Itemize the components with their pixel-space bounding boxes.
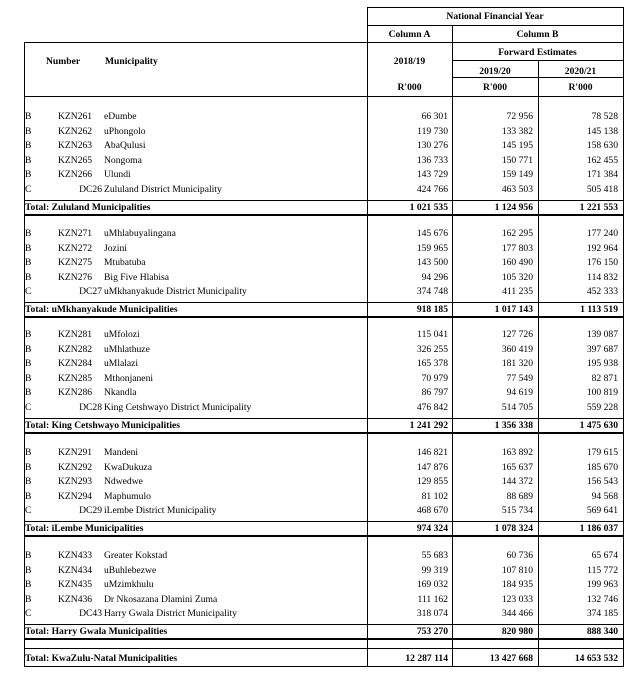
- value-2019-20: 162 295: [501, 228, 533, 239]
- category-cell: B: [25, 461, 32, 473]
- municipality-code: KZN271: [58, 228, 93, 239]
- value-2019-20: 184 935: [501, 579, 533, 591]
- value-2019-20: 127 726: [501, 329, 533, 340]
- value-2019-20: 150 771: [501, 154, 533, 166]
- total-rule: [24, 302, 624, 303]
- category-cell: B: [25, 476, 32, 488]
- municipality-name: Nkandla: [104, 387, 137, 399]
- category-cell: B: [25, 242, 32, 254]
- table-bottom-rule: [24, 666, 624, 667]
- value-2019-20: 344 466: [501, 608, 533, 620]
- value-2019-20: 160 490: [501, 257, 533, 269]
- municipality-name: Ndwedwe: [104, 476, 143, 488]
- value-2018-19: 94 296: [421, 271, 448, 283]
- table-right-border: [623, 7, 624, 667]
- total-underline: [24, 535, 624, 537]
- group-total-2018-19: 1 241 292: [409, 419, 448, 431]
- municipality-name: KwaDukuza: [104, 461, 152, 473]
- total-underline: [24, 432, 624, 434]
- value-2020-21: 156 543: [586, 476, 618, 488]
- municipality-name: uMhlabuyalingana: [104, 228, 176, 239]
- municipality-code: KZN433: [58, 550, 93, 561]
- municipality-code: KZN262: [58, 125, 93, 137]
- municipality-code: KZN276: [58, 271, 93, 283]
- municipality-code: KZN261: [58, 111, 93, 122]
- group-total-2019-20: 1 078 324: [494, 523, 533, 534]
- group-total-2019-20: 820 980: [501, 626, 533, 637]
- value-2018-19: 468 670: [416, 505, 448, 517]
- value-2020-21: 199 963: [586, 579, 618, 591]
- total-rule: [24, 418, 624, 419]
- value-2019-20: 72 956: [506, 111, 533, 122]
- municipality-code: KZN284: [58, 358, 93, 370]
- value-2019-20: 165 637: [501, 461, 533, 473]
- municipality-name: Zululand District Municipality: [104, 184, 222, 195]
- group-total-2019-20: 1 017 143: [494, 304, 533, 315]
- category-cell: B: [25, 358, 32, 370]
- value-2018-19: 159 965: [416, 242, 448, 254]
- value-2018-19: 318 074: [416, 608, 448, 620]
- category-cell: C: [25, 505, 32, 517]
- value-2020-21: 65 674: [591, 550, 618, 561]
- value-2018-19: 147 876: [416, 461, 448, 473]
- value-2018-19: 81 102: [421, 490, 448, 502]
- year-2018-19-header: 2018/19: [393, 56, 426, 67]
- grand-total-2018-19: 12 287 114: [405, 653, 448, 664]
- value-2020-21: 176 150: [586, 257, 618, 269]
- municipality-code: KZN294: [58, 490, 93, 502]
- value-2019-20: 514 705: [501, 402, 533, 413]
- municipality-code: KZN293: [58, 476, 93, 488]
- category-cell: B: [25, 550, 32, 561]
- value-2018-19: 326 255: [416, 343, 448, 355]
- group-total-2020-21: 1 113 519: [580, 304, 618, 315]
- value-2018-19: 129 855: [416, 476, 448, 488]
- value-2018-19: 165 378: [416, 358, 448, 370]
- value-2019-20: 181 320: [501, 358, 533, 370]
- category-cell: B: [25, 271, 32, 283]
- value-2018-19: 143 729: [416, 169, 448, 181]
- value-2020-21: 139 087: [586, 329, 618, 340]
- municipality-code: KZN286: [58, 387, 93, 399]
- group-total-2020-21: 1 221 553: [579, 201, 618, 213]
- municipality-name: uMlalazi: [104, 358, 139, 370]
- category-cell: B: [25, 564, 32, 576]
- value-2020-21: 132 746: [586, 593, 618, 605]
- value-2018-19: 146 821: [416, 447, 448, 458]
- value-2020-21: 82 871: [591, 372, 618, 384]
- header-rule: [367, 25, 624, 26]
- value-2018-19: 66 301: [421, 111, 448, 122]
- category-cell: B: [25, 257, 32, 269]
- total-rule: [24, 624, 624, 625]
- value-2018-19: 86 797: [421, 387, 448, 399]
- category-cell: B: [25, 343, 32, 355]
- value-2018-19: 145 676: [416, 228, 448, 239]
- category-cell: C: [25, 402, 32, 413]
- value-2018-19: 111 162: [417, 593, 448, 605]
- municipality-name: Mtubatuba: [104, 257, 146, 269]
- value-2018-19: 169 032: [416, 579, 448, 591]
- municipality-code: KZN282: [58, 343, 93, 355]
- value-2018-19: 55 683: [421, 550, 448, 561]
- group-total-2018-19: 1 021 535: [409, 201, 448, 213]
- value-2018-19: 374 748: [416, 286, 448, 298]
- value-2019-20: 463 503: [501, 184, 533, 195]
- group-total-2020-21: 1 475 630: [579, 419, 618, 431]
- municipality-code: KZN434: [58, 564, 93, 576]
- value-2020-21: 559 228: [586, 402, 618, 413]
- value-2019-20: 60 736: [506, 550, 533, 561]
- municipality-name: uMhlathuze: [104, 343, 150, 355]
- value-2019-20: 144 372: [501, 476, 533, 488]
- total-underline: [24, 214, 624, 216]
- value-2019-20: 77 549: [506, 372, 533, 384]
- national-financial-year-header: National Financial Year: [446, 11, 544, 22]
- value-2020-21: 185 670: [586, 461, 618, 473]
- value-2020-21: 569 641: [586, 505, 618, 517]
- municipality-name: King Cetshwayo District Municipality: [104, 402, 252, 413]
- municipality-code: KZN272: [58, 242, 93, 254]
- municipality-code: DC26: [79, 184, 102, 195]
- header-rule: [24, 42, 624, 43]
- value-2019-20: 515 734: [501, 505, 533, 517]
- value-2018-19: 424 766: [416, 184, 448, 195]
- category-cell: C: [25, 184, 32, 195]
- category-cell: B: [25, 125, 32, 137]
- year-2019-20-header: 2019/20: [479, 66, 511, 77]
- municipality-name: Ulundi: [104, 169, 131, 181]
- municipality-name: uPhongolo: [104, 125, 146, 137]
- municipality-code: KZN275: [58, 257, 93, 269]
- municipality-code: KZN436: [58, 593, 93, 605]
- municipality-code: DC29: [79, 505, 102, 517]
- value-2018-19: 99 319: [421, 564, 448, 576]
- municipality-code: KZN265: [58, 154, 93, 166]
- municipality-code: KZN285: [58, 372, 93, 384]
- municipality-name: uMzimkhulu: [104, 579, 154, 591]
- municipality-name: Mthonjaneni: [104, 372, 154, 384]
- value-2020-21: 374 185: [586, 608, 618, 620]
- total-underline: [24, 638, 624, 640]
- value-2019-20: 360 419: [501, 343, 533, 355]
- value-2019-20: 123 033: [501, 593, 533, 605]
- municipality-code: KZN281: [58, 329, 93, 340]
- value-2020-21: 162 455: [586, 154, 618, 166]
- municipality-name: Harry Gwala District Municipality: [104, 608, 237, 620]
- municipality-name: Jozini: [104, 242, 127, 254]
- total-rule: [24, 200, 624, 201]
- municipality-name: eDumbe: [104, 111, 137, 122]
- grand-total-rule: [24, 648, 624, 649]
- category-cell: B: [25, 169, 32, 181]
- table-left-border: [24, 42, 25, 667]
- municipality-code: KZN266: [58, 169, 93, 181]
- year-2020-21-header: 2020/21: [564, 66, 597, 77]
- value-2020-21: 100 819: [586, 387, 618, 399]
- municipality-name: Nongoma: [104, 154, 142, 166]
- value-2018-19: 476 842: [416, 402, 448, 413]
- total-underline: [24, 316, 624, 318]
- municipality-name: Maphumulo: [104, 490, 151, 502]
- group-total-label: Total: iLembe Municipalities: [25, 523, 144, 534]
- header-top-rule: [367, 7, 624, 8]
- value-2018-19: 115 041: [417, 329, 448, 340]
- header-bottom-rule: [24, 96, 624, 97]
- grand-total-2020-21: 14 653 532: [574, 653, 618, 664]
- value-2020-21: 192 964: [586, 242, 618, 254]
- value-2018-19: 70 979: [421, 372, 448, 384]
- column-a-header: Column A: [388, 29, 431, 40]
- group-total-label: Total: Harry Gwala Municipalities: [25, 626, 168, 637]
- value-2019-20: 133 382: [501, 125, 533, 137]
- municipality-name: iLembe District Municipality: [104, 505, 217, 517]
- total-rule: [24, 521, 624, 522]
- category-cell: B: [25, 140, 32, 152]
- category-cell: B: [25, 579, 32, 591]
- value-2020-21: 158 630: [586, 140, 618, 152]
- municipality-name: uMkhanyakude District Municipality: [104, 286, 247, 298]
- municipality-code: DC27: [79, 286, 102, 298]
- municipality-code: KZN291: [58, 447, 93, 458]
- column-b2-divider: [538, 60, 539, 667]
- municipality-name: Dr Nkosazana Dlamini Zuma: [104, 593, 218, 605]
- value-2020-21: 171 384: [586, 169, 618, 181]
- column-b-header: Column B: [516, 29, 559, 40]
- category-cell: C: [25, 286, 32, 298]
- group-total-label: Total: King Cetshwayo Municipalities: [25, 419, 181, 431]
- category-cell: C: [25, 608, 32, 620]
- value-2018-19: 130 276: [416, 140, 448, 152]
- number-header: Number: [46, 56, 81, 67]
- value-2020-21: 195 938: [586, 358, 618, 370]
- category-cell: B: [25, 372, 32, 384]
- unit-column-b2: R'000: [568, 82, 593, 93]
- category-cell: B: [25, 111, 32, 122]
- group-total-2019-20: 1 124 956: [494, 201, 533, 213]
- category-cell: B: [25, 154, 32, 166]
- value-2020-21: 94 568: [591, 490, 618, 502]
- group-total-label: Total: uMkhanyakude Municipalities: [25, 304, 178, 315]
- value-2018-19: 136 733: [416, 154, 448, 166]
- group-total-2018-19: 918 185: [416, 304, 448, 315]
- value-2020-21: 145 138: [586, 125, 618, 137]
- column-b1-divider: [452, 25, 453, 667]
- value-2018-19: 119 730: [417, 125, 448, 137]
- municipality-name: Mandeni: [104, 447, 139, 458]
- value-2020-21: 114 832: [587, 271, 618, 283]
- group-total-2020-21: 1 186 037: [579, 523, 618, 534]
- value-2019-20: 177 803: [501, 242, 533, 254]
- value-2019-20: 159 149: [501, 169, 533, 181]
- municipality-code: KZN292: [58, 461, 93, 473]
- column-a-divider: [367, 7, 368, 667]
- category-cell: B: [25, 490, 32, 502]
- value-2020-21: 397 687: [586, 343, 618, 355]
- group-total-2019-20: 1 356 338: [494, 419, 533, 431]
- category-cell: B: [25, 228, 32, 239]
- municipality-code: KZN263: [58, 140, 93, 152]
- value-2018-19: 143 500: [416, 257, 448, 269]
- value-2019-20: 163 892: [501, 447, 533, 458]
- municipality-name: AbaQulusi: [104, 140, 146, 152]
- value-2020-21: 179 615: [586, 447, 618, 458]
- value-2020-21: 78 528: [591, 111, 618, 122]
- category-cell: B: [25, 329, 32, 340]
- forward-estimates-header: Forward Estimates: [498, 47, 577, 58]
- value-2019-20: 94 619: [506, 387, 533, 399]
- municipality-name: Big Five Hlabisa: [104, 271, 170, 283]
- group-total-2018-19: 974 324: [416, 523, 448, 534]
- group-total-label: Total: Zululand Municipalities: [25, 201, 151, 213]
- municipality-name: uMfolozi: [104, 329, 140, 340]
- group-total-2018-19: 753 270: [416, 626, 448, 637]
- municipality-header: Municipality: [105, 56, 158, 67]
- value-2019-20: 105 320: [501, 271, 533, 283]
- category-cell: B: [25, 593, 32, 605]
- value-2019-20: 107 810: [501, 564, 533, 576]
- value-2020-21: 505 418: [586, 184, 618, 195]
- municipality-name: uBuhlebezwe: [104, 564, 157, 576]
- municipality-code: KZN435: [58, 579, 93, 591]
- category-cell: B: [25, 387, 32, 399]
- grand-total-2019-20: 13 427 668: [489, 653, 533, 664]
- value-2020-21: 177 240: [586, 228, 618, 239]
- grand-total-label: Total: KwaZulu-Natal Municipalities: [25, 653, 178, 664]
- municipality-code: DC28: [79, 402, 102, 413]
- value-2020-21: 452 333: [586, 286, 618, 298]
- unit-column-a: R'000: [397, 82, 422, 93]
- value-2020-21: 115 772: [587, 564, 618, 576]
- value-2019-20: 145 195: [501, 140, 533, 152]
- unit-column-b1: R'000: [483, 82, 507, 93]
- municipality-code: DC43: [79, 608, 102, 620]
- group-total-2020-21: 888 340: [586, 626, 618, 637]
- value-2019-20: 411 235: [502, 286, 533, 298]
- category-cell: B: [25, 447, 32, 458]
- municipality-name: Greater Kokstad: [104, 550, 168, 561]
- value-2019-20: 88 689: [506, 490, 533, 502]
